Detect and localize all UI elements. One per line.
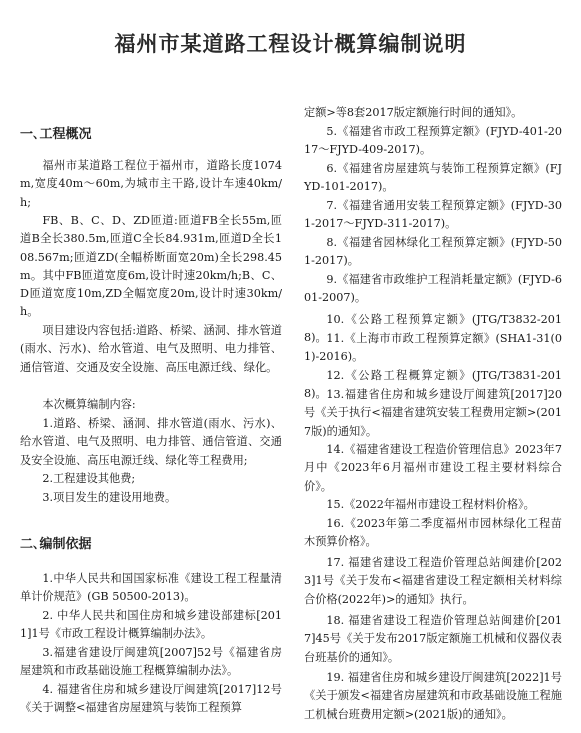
list-item-3: 3.项目发生的建设用地费。 [42, 491, 177, 504]
list-item-2: 2.工程建设其他费; [42, 472, 136, 485]
paragraph-estimate-content: 本次概算编制内容: [42, 398, 136, 411]
reference-item-17: 17. 福建省建设工程造价管理总站闽建价[2023]1号《关于发布<福建省建设工程定额相关材料综合价格(2022年)>的通知》执行。 [304, 556, 562, 606]
reference-item-15: 15.《2022年福州市建设工程材料价格》。 [326, 498, 535, 511]
section-heading-basis: 二､编制依据 [20, 537, 92, 552]
reference-item-16: 16.《2023年第二季度福州市园林绿化工程苗木预算价格》。 [304, 517, 562, 549]
reference-item-1: 1.中华人民共和国国家标准《建设工程工程量清单计价规范》(GB 50500-2013)。 [20, 572, 282, 604]
paragraph-ramps: FB、B、C、D、ZD匝道:匝道FB全长55m,匝道B全长380.5m,匝道C全长84.931m,匝道D全长108.567m;匝道ZD(全幅桥断面宽20m)全长298.45m。其中FB匝道宽度6m,设计时速20km/h;B、C、D匝道宽度10m,ZD全幅宽度20m,设计时速30km/h。 [20, 214, 282, 319]
reference-item-6: 6.《福建省房屋建筑与装饰工程预算定额》(FJYD-101-2017)。 [304, 162, 562, 194]
list-item-1: 1.道路、桥梁、涵洞、排水管道(雨水、污水)、给水管道、电气及照明、电力排管、通信管道、交通及安全设施、高压电源迁线、绿化等工程费用; [20, 417, 282, 467]
reference-item-13: 13.福建省住房和城乡建设厅闽建筑[2017]20号《关于执行<福建省建筑安装工程费用定额>(2017版)的通知》。 [304, 388, 562, 438]
reference-item-19: 19. 福建省住房和城乡建设厅闽建筑[2022]1号《关于颁发<福建省房屋建筑和市政基础设施工程施工机械台班费用定额>(2021版)的通知》。 [304, 671, 562, 721]
document-title: 福州市某道路工程设计概算编制说明 [114, 32, 467, 56]
reference-item-18: 18. 福建省建设工程造价管理总站闽建价[2017]45号《关于发布2017版定额施工机械和仪器仪表台班基价的通知》。 [304, 614, 562, 664]
reference-item-12: 12.《公路工程概算定额》(JTG/T3831-2018)。 [304, 369, 562, 401]
reference-item-10: 10.《公路工程预算定额》(JTG/T3832-2018)。 [304, 313, 562, 345]
reference-item-3: 3.福建省建设厅闽建筑[2007]52号《福建省房屋建筑和市政基础设施工程概算编制办法》。 [20, 646, 282, 678]
reference-item-11: 11.《上海市市政工程预算定额》(SHA1-31(01)-2016)。 [304, 332, 562, 364]
reference-item-14: 14.《福建省建设工程造价管理信息》2023年7月中《2023年6月福州市建设工程主要材料综合价》。 [304, 443, 562, 493]
reference-item-7: 7.《福建省通用安装工程预算定额》(FJYD-301-2017～FJYD-311-2017)。 [304, 199, 562, 231]
paragraph-location: 福州市某道路工程位于福州市，道路长度1074m,宽度40m～60m,为城市主干路,设计车速40km/h; [20, 159, 282, 209]
reference-item-9: 9.《福建省市政维护工程消耗量定额》(FJYD-601-2007)。 [304, 273, 562, 305]
reference-item-4-continued: 定额>等8套2017版定额施行时间的通知》。 [304, 106, 523, 119]
reference-item-8: 8.《福建省园林绿化工程预算定额》(FJYD-501-2017)。 [304, 236, 562, 268]
paragraph-scope: 项目建设内容包括:道路、桥梁、涵洞、排水管道(雨水、污水)、给水管道、电气及照明、电力排管、通信管道、交通及安全设施、高压电源迁线、绿化。 [20, 324, 282, 374]
section-heading-overview: 一､工程概况 [20, 127, 92, 142]
reference-item-5: 5.《福建省市政工程预算定额》(FJYD-401-2017～FJYD-409-2017)。 [304, 125, 562, 157]
reference-item-4: 4. 福建省住房和城乡建设厅闽建筑[2017]12号《关于调整<福建省房屋建筑与装饰工程预算 [20, 683, 282, 715]
reference-item-2: 2. 中华人民共和国住房和城乡建设部建标[2011]1号《市政工程设计概算编制办法》。 [20, 609, 282, 641]
